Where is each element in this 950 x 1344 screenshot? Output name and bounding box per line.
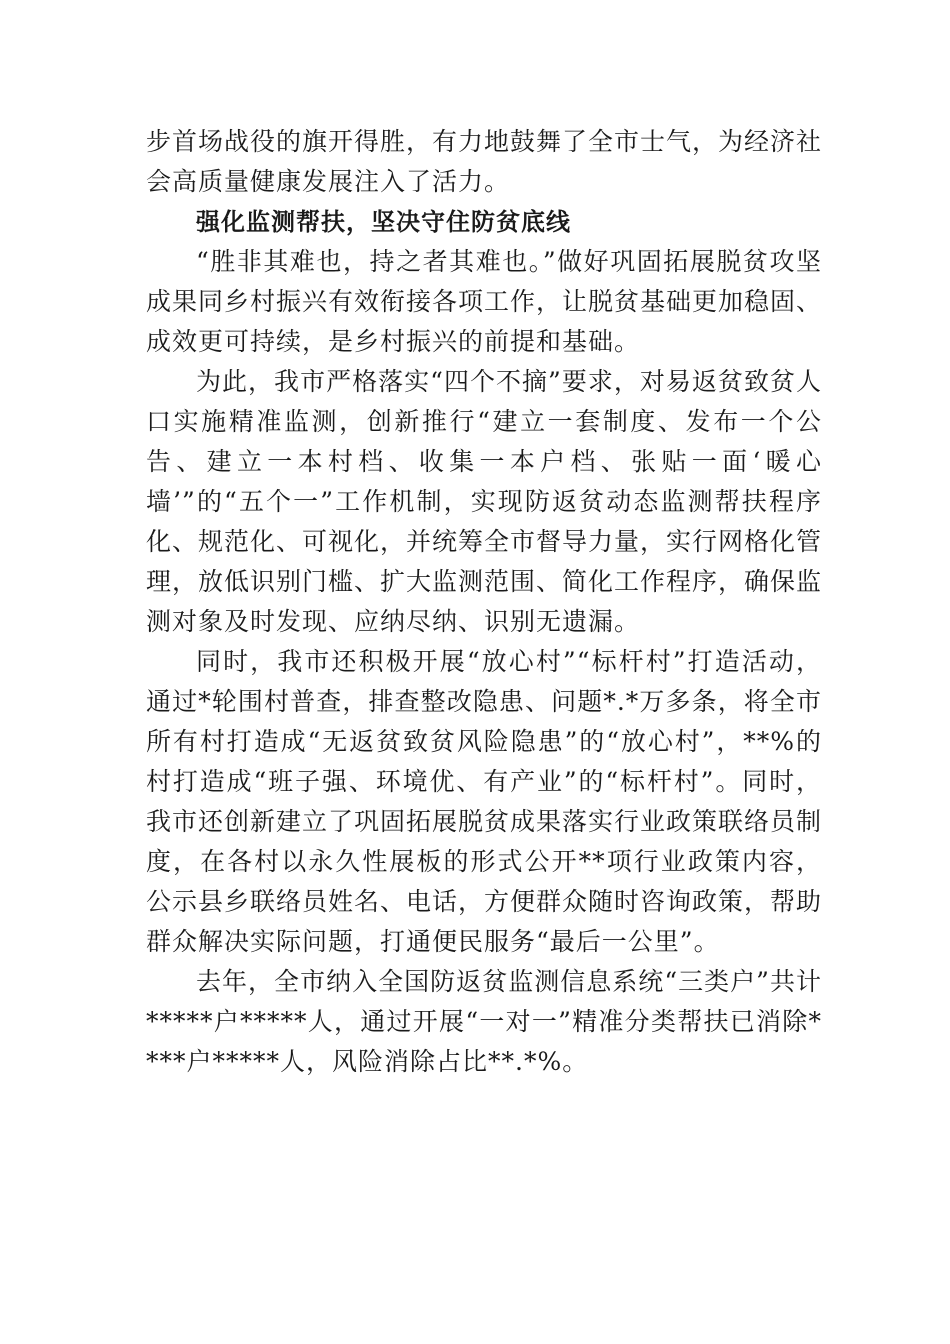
paragraph-villages: 同时，我市还积极开展“放心村”“标杆村”打造活动，通过*轮围村普查，排查整改隐患、问题*.*万多条，将全市所有村打造成“无返贫致贫风险隐患”的“放心村”，**%的村打造成“班子强、环境优、有产业”的“标杆村”。同时， 我市还创新建立了巩固拓展脱贫成果落实行业政策联络员制度，在各村以永久性展板的形式公开**项行业政策内容， 公示县乡联络员姓名、电话，方便群众随时咨询政策，帮助群众解决实际问题，打通便民服务“最后一公里”。	[146, 647, 823, 956]
document-body	[146, 122, 822, 1082]
paragraph-statistics: 去年，全市纳入全国防返贫监测信息系统“三类户”共计*****户*****人，通过开展“一对一”精准分类帮扶已消除****户*****人，风险消除占比**.*%。	[146, 967, 822, 1076]
paragraph-monitoring: 为此，我市严格落实“四个不摘”要求，对易返贫致贫人口实施精准监测，创新推行“建立一套制度、发布一个公告、建立一本村档、收集一本户档、张贴一面‘暖心墙’”的“五个一”工作机制，实现防返贫动态监测帮扶程序化、规范化、可视化，并统筹全市督导力量，实行网格化管理，放低识别门槛、扩大监测范围、简化工作程序，确保监测对象及时发现、应纳尽纳、识别无遗漏。	[146, 367, 823, 636]
paragraph-continuation: 步首场战役的旗开得胜，有力地鼓舞了全市士气，为经济社会高质量健康发展注入了活力。	[146, 127, 823, 196]
section-heading: 强化监测帮扶，坚决守住防贫底线	[196, 208, 571, 236]
paragraph-quote: “胜非其难也，持之者其难也。”做好巩固拓展脱贫攻坚成果同乡村振兴有效衔接各项工作，让脱贫基础更加稳固、 成效更可持续，是乡村振兴的前提和基础。	[146, 247, 823, 356]
